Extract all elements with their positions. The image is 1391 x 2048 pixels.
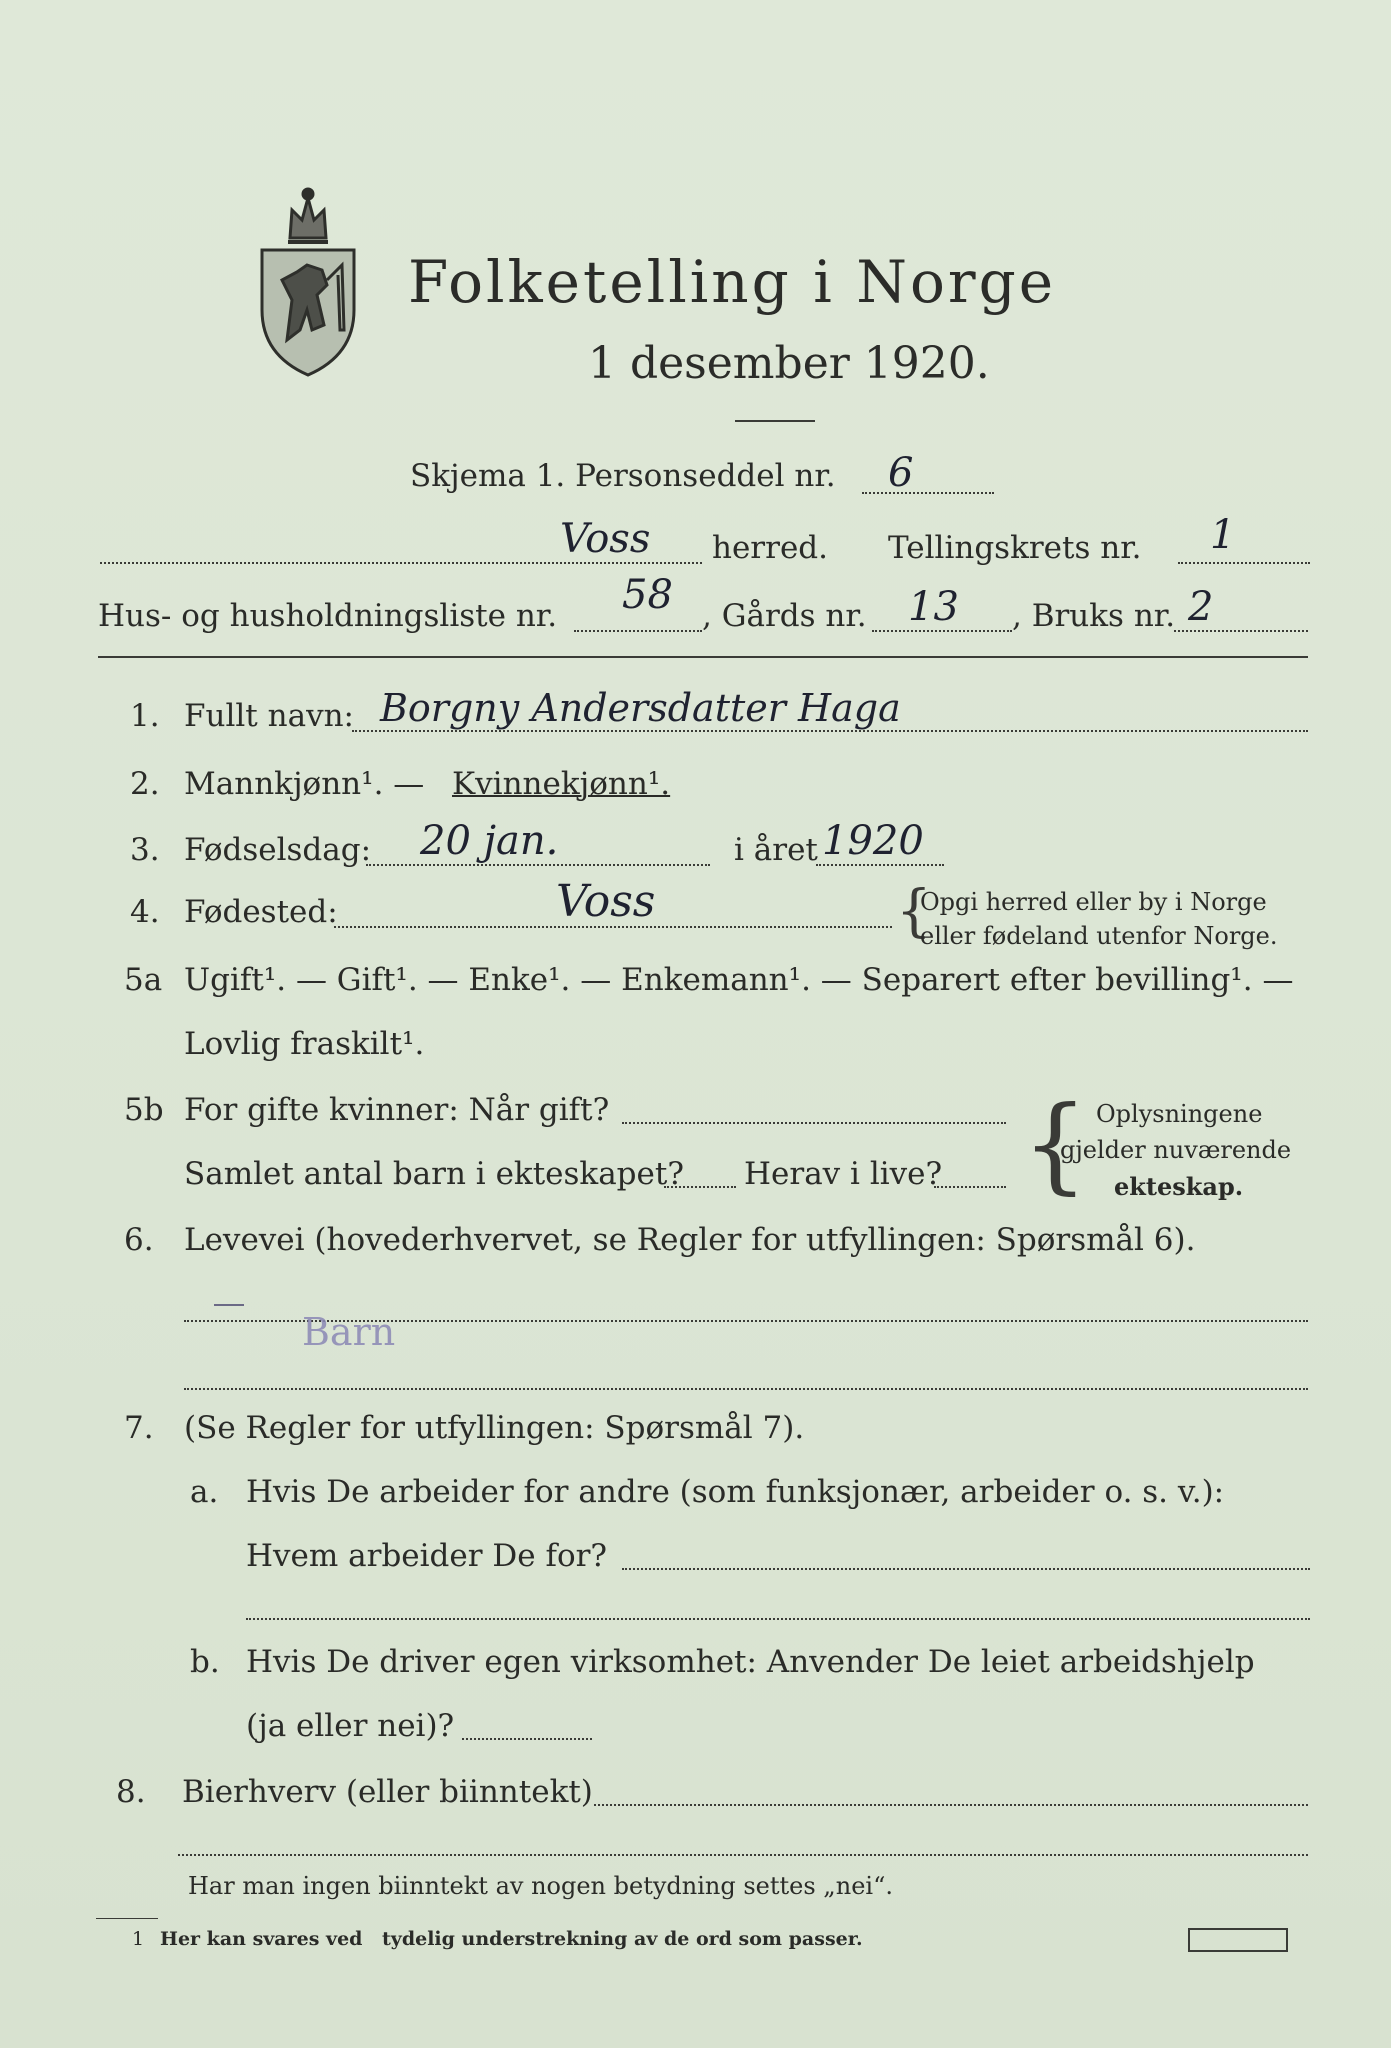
krets-value[interactable]: 1 bbox=[1210, 512, 1236, 558]
q3-number: 3. bbox=[130, 832, 160, 868]
q8-field-line1 bbox=[594, 1804, 1308, 1806]
q8-field-line2 bbox=[178, 1854, 1308, 1856]
q5b-children-label: Samlet antal barn i ekteskapet? bbox=[184, 1156, 684, 1192]
q5b-note-line2: gjelder nuværende bbox=[1060, 1136, 1292, 1164]
q6-label: Levevei (hovederhvervet, se Regler for utfyllingen: Spørsmål 6). bbox=[184, 1222, 1196, 1258]
personseddel-field-line bbox=[862, 492, 994, 494]
herred-label: herred. bbox=[712, 530, 828, 566]
q2-number: 2. bbox=[130, 766, 160, 802]
q8-number: 8. bbox=[116, 1774, 146, 1810]
printer-mark bbox=[1188, 1928, 1288, 1952]
q2-male-option[interactable]: Mannkjønn¹. — bbox=[184, 766, 425, 802]
q3-year-label: i året bbox=[734, 832, 818, 868]
full-name-value[interactable]: Borgny Andersdatter Haga bbox=[380, 686, 901, 730]
q7-label: (Se Regler for utfyllingen: Spørsmål 7). bbox=[184, 1410, 805, 1446]
household-list-label: Hus- og husholdningsliste nr. bbox=[98, 598, 558, 634]
footnote-text-b: tydelig understrekning av de ord som passer. bbox=[382, 1928, 863, 1950]
gards-label: , Gårds nr. bbox=[702, 598, 867, 634]
q6-field-line2 bbox=[184, 1388, 1308, 1390]
q5b-children-field-line bbox=[664, 1186, 736, 1188]
q5b-number: 5b bbox=[124, 1092, 164, 1128]
q7a-field-line1 bbox=[622, 1568, 1310, 1570]
q3-year-field-line bbox=[816, 864, 944, 866]
q5b-note-brace: { bbox=[1022, 1083, 1089, 1205]
footnote-rule bbox=[96, 1918, 158, 1919]
biinntekt-note: Har man ingen biinntekt av nogen betydning settes „nei“. bbox=[188, 1872, 893, 1900]
personseddel-number[interactable]: 6 bbox=[888, 450, 914, 496]
herred-field-line bbox=[100, 562, 702, 564]
q6-stamp: Barn bbox=[302, 1310, 396, 1354]
q8-label: Bierhverv (eller biinntekt) bbox=[182, 1774, 593, 1810]
krets-label: Tellingskrets nr. bbox=[888, 530, 1142, 566]
form-date: 1 desember 1920. bbox=[588, 338, 990, 389]
q5a-options-line1: Ugift¹. — Gift¹. — Enke¹. — Enkemann¹. — Separert efter bevilling¹. — bbox=[184, 962, 1294, 998]
q5b-married-field-line bbox=[622, 1122, 1006, 1124]
q1-field-line bbox=[352, 730, 1308, 732]
birthdate-value[interactable]: 20 jan. bbox=[420, 818, 559, 864]
q1-label: Fullt navn: bbox=[184, 698, 354, 734]
q6-number: 6. bbox=[124, 1222, 154, 1258]
q7a-line2: Hvem arbeider De for? bbox=[246, 1538, 608, 1574]
q7a-line1: Hvis De arbeider for andre (som funksjonær, arbeider o. s. v.): bbox=[246, 1474, 1225, 1510]
household-list-field-line bbox=[574, 630, 702, 632]
bruks-field-line bbox=[1174, 630, 1308, 632]
q7b-letter: b. bbox=[190, 1644, 220, 1680]
birthplace-value[interactable]: Voss bbox=[556, 876, 656, 927]
q5b-alive-field-line bbox=[934, 1186, 1006, 1188]
q4-note-brace: { bbox=[896, 879, 932, 944]
q7b-field-line bbox=[462, 1738, 592, 1740]
form-title: Folketelling i Norge bbox=[408, 248, 1057, 316]
q3-date-field-line bbox=[366, 864, 710, 866]
q4-number: 4. bbox=[130, 894, 160, 930]
herred-value[interactable]: Voss bbox=[560, 516, 651, 562]
gards-value[interactable]: 13 bbox=[908, 584, 959, 630]
q7b-line1: Hvis De driver egen virksomhet: Anvender De leiet arbeidshjelp bbox=[246, 1644, 1255, 1680]
q7a-field-line2 bbox=[246, 1618, 1310, 1620]
q6-dash-mark bbox=[214, 1304, 244, 1306]
footnote-mark: 1 bbox=[132, 1928, 145, 1950]
q5a-options-line2: Lovlig fraskilt¹. bbox=[184, 1026, 425, 1062]
q4-note-line1: Opgi herred eller by i Norge bbox=[920, 888, 1267, 916]
q5b-alive-label: Herav i live? bbox=[744, 1156, 943, 1192]
q5b-line1: For gifte kvinner: Når gift? bbox=[184, 1092, 610, 1128]
q4-label: Fødested: bbox=[184, 894, 338, 930]
schema-label: Skjema 1. Personseddel nr. bbox=[410, 458, 836, 494]
footnote-text-a: Her kan svares ved bbox=[160, 1928, 363, 1950]
q1-number: 1. bbox=[130, 698, 160, 734]
norway-coat-of-arms-icon bbox=[252, 180, 364, 380]
birth-year-value[interactable]: 1920 bbox=[822, 818, 924, 864]
gards-field-line bbox=[872, 630, 1012, 632]
title-divider bbox=[735, 420, 815, 422]
q5b-note-line1: Oplysningene bbox=[1096, 1100, 1263, 1128]
household-list-value[interactable]: 58 bbox=[622, 572, 673, 618]
header-divider bbox=[98, 656, 1308, 658]
q5b-note-line3: ekteskap. bbox=[1114, 1172, 1244, 1201]
q5a-number: 5a bbox=[124, 962, 163, 998]
q7b-line2: (ja eller nei)? bbox=[246, 1708, 455, 1744]
q7a-letter: a. bbox=[190, 1474, 219, 1510]
q3-label: Fødselsdag: bbox=[184, 832, 372, 868]
q4-note-line2: eller fødeland utenfor Norge. bbox=[920, 922, 1278, 950]
bruks-value[interactable]: 2 bbox=[1188, 584, 1214, 630]
q2-female-option[interactable]: Kvinnekjønn¹. bbox=[452, 766, 671, 802]
krets-field-line bbox=[1178, 562, 1310, 564]
bruks-label: , Bruks nr. bbox=[1012, 598, 1176, 634]
q7-number: 7. bbox=[124, 1410, 154, 1446]
